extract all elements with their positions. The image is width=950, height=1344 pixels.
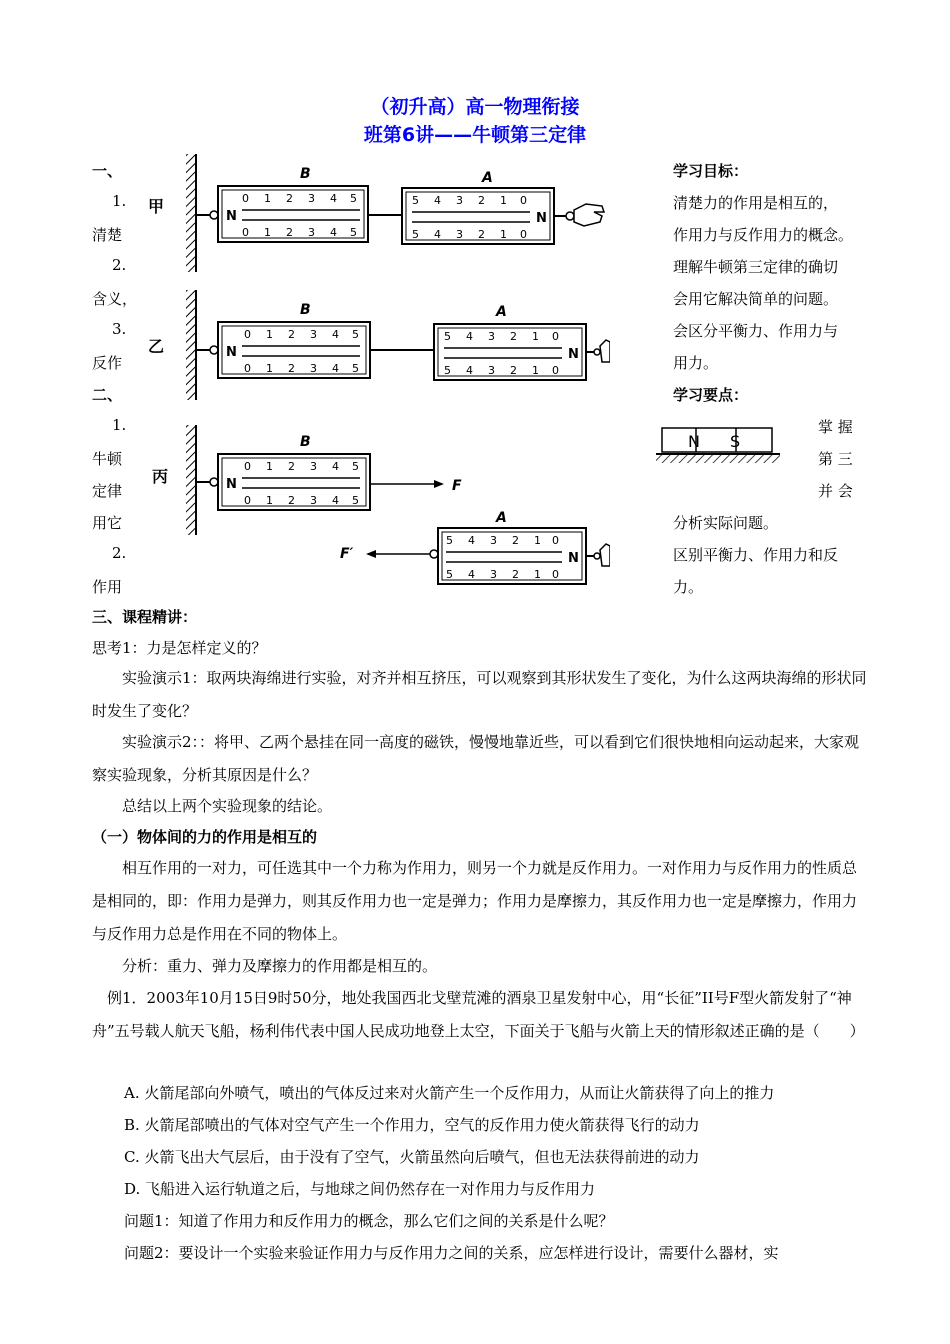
hand-icon (574, 204, 604, 226)
subsection1-heading: （一）物体间的力的作用是相互的 (92, 828, 318, 846)
magnet-diagram (656, 426, 780, 466)
summary: 总结以上两个实验现象的结论。 (122, 797, 333, 815)
svg-text:A: A (496, 304, 507, 320)
svg-text:2: 2 (512, 568, 519, 581)
goal-line: 会用它解决简单的问题。 (673, 290, 839, 308)
svg-text:N: N (226, 209, 237, 224)
svg-text:4: 4 (466, 364, 473, 377)
demo2: 实验演示2：：将甲、乙两个悬挂在同一高度的磁铁，慢慢地靠近些，可以看到它们很快地相向运动起来，大家观察实验现象，分析其原因是什么？ (92, 733, 860, 784)
svg-text:5: 5 (352, 362, 359, 375)
key-line: 力。 (673, 578, 704, 596)
keypoints-heading: 学习要点： (673, 386, 749, 404)
svg-text:A: A (496, 510, 507, 526)
svg-text:3: 3 (308, 226, 315, 239)
svg-text:5: 5 (444, 364, 451, 377)
svg-text:3: 3 (310, 328, 317, 341)
svg-text:5: 5 (350, 192, 357, 205)
key-line: 分析实际问题。 (673, 514, 779, 532)
svg-text:4: 4 (468, 534, 475, 547)
label-B: B (300, 166, 311, 182)
svg-text:2: 2 (286, 192, 293, 205)
key-char: 并 会 (818, 482, 853, 500)
svg-text:N: N (226, 477, 237, 492)
svg-text:2: 2 (288, 494, 295, 507)
title-line-1: （初升高）高一物理衔接 (370, 96, 580, 118)
svg-text:3: 3 (488, 330, 495, 343)
svg-text:2: 2 (512, 534, 519, 547)
goals-heading: 学习目标： (673, 162, 749, 180)
svg-text:5: 5 (352, 460, 359, 473)
option-a: A. 火箭尾部向外喷气，喷出的气体反过来对火箭产生一个反作用力，从而让火箭获得了向上的推力 (124, 1084, 775, 1102)
left-frag: 1. (112, 192, 127, 210)
left-frag: 1. (112, 416, 127, 434)
svg-text:0: 0 (520, 228, 527, 241)
wall (186, 154, 196, 272)
svg-text:3: 3 (490, 568, 497, 581)
goal-line: 作用力与反作用力的概念。 (673, 226, 854, 244)
svg-text:0: 0 (244, 362, 251, 375)
left-frag: 2. (112, 256, 127, 274)
think1: 思考1：力是怎样定义的？ (92, 639, 267, 657)
svg-text:4: 4 (332, 328, 339, 341)
left-frag: 作用 (92, 578, 123, 596)
svg-text:3: 3 (456, 194, 463, 207)
svg-text:N: N (226, 345, 237, 360)
svg-text:1: 1 (500, 194, 507, 207)
left-frag: 定律 (92, 482, 123, 500)
svg-text:1: 1 (532, 364, 539, 377)
svg-text:0: 0 (242, 192, 249, 205)
title-line-2: 班第6讲——牛顿第三定律 (363, 124, 587, 146)
svg-text:2: 2 (286, 226, 293, 239)
svg-text:3: 3 (456, 228, 463, 241)
svg-text:B: B (300, 434, 311, 450)
svg-text:4: 4 (330, 226, 337, 239)
svg-text:2: 2 (288, 460, 295, 473)
svg-text:5: 5 (352, 494, 359, 507)
svg-text:1: 1 (266, 362, 273, 375)
svg-text:0: 0 (244, 460, 251, 473)
svg-text:3: 3 (488, 364, 495, 377)
svg-text:1: 1 (266, 494, 273, 507)
balance-B (218, 186, 368, 242)
label-yi: 乙 (148, 337, 165, 356)
goal-line: 清楚力的作用是相互的， (673, 194, 839, 212)
left-frag: 清楚 (92, 226, 123, 244)
svg-text:2: 2 (510, 364, 517, 377)
svg-text:0: 0 (244, 494, 251, 507)
svg-text:3: 3 (310, 362, 317, 375)
svg-text:2: 2 (478, 228, 485, 241)
svg-text:4: 4 (434, 194, 441, 207)
svg-text:4: 4 (330, 192, 337, 205)
svg-text:1: 1 (264, 226, 271, 239)
svg-text:N: N (536, 211, 547, 226)
svg-text:4: 4 (332, 460, 339, 473)
option-d: D. 飞船进入运行轨道之后，与地球之间仍然存在一对作用力与反作用力 (124, 1180, 596, 1198)
question2: 问题2：要设计一个实验来验证作用力与反作用力之间的关系，应怎样进行设计，需要什么器材，实 (124, 1244, 779, 1262)
section3-heading: 三、课程精讲： (92, 608, 198, 626)
svg-text:0: 0 (242, 226, 249, 239)
question1: 问题1：知道了作用力和反作用力的概念，那么它们之间的关系是什么呢？ (124, 1212, 614, 1230)
subsection1-text: 相互作用的一对力，可任选其中一个力称为作用力，则另一个力就是反作用力。一对作用力与反作用力的性质总是相同的，即：作用力是弹力，则其反作用力也一定是弹力；作用力是摩擦力，其反作用力也一定是摩擦力，作用力与反作用力总是作用在不同的物体上。 (92, 859, 858, 943)
label-jia: 甲 (148, 197, 165, 216)
magnet-n: N (688, 432, 700, 451)
svg-text:5: 5 (412, 228, 419, 241)
goal-line: 用力。 (673, 354, 719, 372)
label-F-prime: F′ (340, 546, 354, 562)
svg-text:5: 5 (446, 568, 453, 581)
demo1: 实验演示1：取两块海绵进行实验，对齐并相互挤压，可以观察到其形状发生了变化，为什么这两块海绵的形状同时发生了变化？ (92, 669, 867, 720)
svg-text:4: 4 (332, 494, 339, 507)
svg-text:1: 1 (266, 460, 273, 473)
key-line: 区别平衡力、作用力和反 (673, 546, 839, 564)
left-frag: 2. (112, 544, 127, 562)
svg-text:0: 0 (552, 330, 559, 343)
key-char: 第 三 (818, 450, 853, 468)
svg-text:1: 1 (534, 534, 541, 547)
svg-text:1: 1 (534, 568, 541, 581)
left-frag: 二、 (92, 386, 123, 404)
svg-text:3: 3 (310, 494, 317, 507)
wall (186, 290, 196, 400)
svg-text:3: 3 (308, 192, 315, 205)
svg-text:5: 5 (446, 534, 453, 547)
svg-text:2: 2 (510, 330, 517, 343)
label-F: F (452, 478, 462, 494)
hand-icon (600, 340, 610, 362)
svg-text:1: 1 (266, 328, 273, 341)
label-bing: 丙 (152, 467, 169, 486)
svg-text:4: 4 (466, 330, 473, 343)
label-A: A (482, 170, 493, 186)
hand-icon (600, 544, 610, 566)
svg-text:N: N (568, 347, 579, 362)
svg-text:B: B (300, 302, 311, 318)
svg-text:2: 2 (478, 194, 485, 207)
svg-text:0: 0 (244, 328, 251, 341)
svg-text:1: 1 (500, 228, 507, 241)
svg-text:2: 2 (288, 328, 295, 341)
svg-text:4: 4 (468, 568, 475, 581)
svg-text:1: 1 (532, 330, 539, 343)
option-c: C. 火箭飞出大气层后，由于没有了空气，火箭虽然向后喷气，但也无法获得前进的动力 (124, 1148, 700, 1166)
wall (186, 425, 196, 535)
analysis: 分析：重力、弹力及摩擦力的作用都是相互的。 (122, 957, 438, 975)
svg-text:1: 1 (264, 192, 271, 205)
left-frag: 3. (112, 320, 127, 338)
left-frag: 用它 (92, 514, 123, 532)
spring-balance-figure (140, 150, 610, 598)
svg-text:5: 5 (352, 328, 359, 341)
left-frag: 牛顿 (92, 450, 123, 468)
svg-text:2: 2 (288, 362, 295, 375)
svg-text:3: 3 (490, 534, 497, 547)
goal-line: 理解牛顿第三定律的确切 (673, 258, 839, 276)
svg-text:N: N (568, 551, 579, 566)
svg-text:3: 3 (310, 460, 317, 473)
example1: 例1．2003年10月15日9时50分，地处我国西北戈壁荒滩的酒泉卫星发射中心，用“长征”II号F型火箭发射了“神舟”五号载人航天飞船，杨利伟代表中国人民成功地登上太空，下面关于飞船与火箭上天的情形叙述正确的是（ ） (92, 989, 865, 1040)
svg-text:5: 5 (350, 226, 357, 239)
svg-text:5: 5 (444, 330, 451, 343)
svg-text:0: 0 (552, 364, 559, 377)
option-b: B. 火箭尾部喷出的气体对空气产生一个作用力，空气的反作用力使火箭获得飞行的动力 (124, 1116, 700, 1134)
left-frag: 反作 (92, 354, 123, 372)
svg-text:5: 5 (412, 194, 419, 207)
magnet-s: S (730, 432, 741, 451)
left-frag: 含义， (92, 290, 138, 308)
svg-text:4: 4 (434, 228, 441, 241)
svg-text:0: 0 (520, 194, 527, 207)
key-char: 掌 握 (818, 418, 853, 436)
svg-text:0: 0 (552, 534, 559, 547)
svg-text:0: 0 (552, 568, 559, 581)
left-frag: 一、 (92, 162, 123, 180)
goal-line: 会区分平衡力、作用力与 (673, 322, 839, 340)
svg-text:4: 4 (332, 362, 339, 375)
